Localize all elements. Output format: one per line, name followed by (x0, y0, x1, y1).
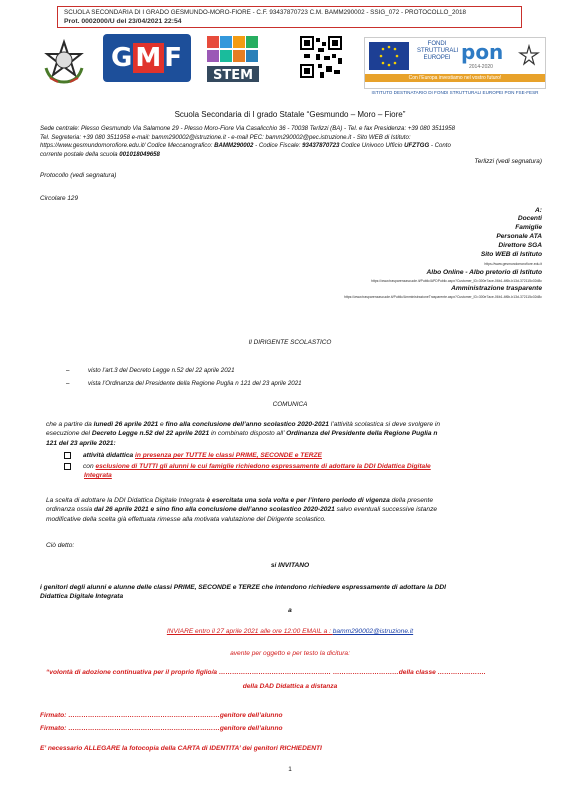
recipient-dsga: Direttore SGA (498, 242, 542, 249)
pon-years: 2014-2020 (469, 64, 493, 70)
bullet-2: con esclusione di TUTTI gli alunni le cui famiglie richiedono espressamente di adottare la DDI Didattica Digitale Integrata (64, 462, 534, 481)
gmf-letter-g: G (111, 43, 134, 73)
school-address (40, 125, 550, 159)
bullet-1: attività didattica in presenza per TUTTE le classi PRIME, SECONDE e TERZE (64, 451, 534, 460)
cio-detto: Ciò detto: (46, 542, 75, 549)
invitano-heading: si INVITANO (270, 562, 310, 569)
protocol-line: Protocollo (vedi segnatura) (40, 172, 117, 179)
paragraph-1: che a partire da lunedì 26 aprile 2021 e fino alla conclusione dell’anno scolastico 2020-2021 l’attività scolastica si deve svolgere in esecuzione del Decreto Legge n.52 del 22 aprile 2021 in combinato disposto all’ Ordinanza del Presidente della Regione Puglia n 121 del 23 aprile 2021: (46, 421, 440, 447)
circolare-number: Circolare 129 (40, 195, 79, 202)
visto-line-2: – vista l’Ordinanza del Presidente della Regione Puglia n 121 del 23 aprile 2021 (66, 380, 302, 387)
gmf-letter-f: F (164, 43, 183, 73)
address-line-3: https://www.gesmundomorofiore.edu.it/ Codice Meccanografico: BAMM290002 - Codice Fiscale: 93437870723 Codice Univoco Ufficio UFZTGG - Conto (40, 142, 451, 149)
inviare-line: INVIARE entro il 27 aprile 2021 alle ore 12:00 EMAIL a : bamm290002@istruzione.it (166, 628, 414, 635)
stamp-line-1: SCUOLA SECONDARIA DI I GRADO GESMUNDO-MORO-FIORE - C.F. 93437870723 C.M. BAMM290002 - SSIG_072 - PROTOCOLLO_2018 (64, 9, 466, 16)
recipient-albo: Albo Online - Albo pretorio di Istituto (426, 269, 542, 276)
stamp-line-2: Prot. 0002000/U del 23/04/2021 22:54 (64, 18, 182, 25)
pon-big-text: pon (461, 40, 504, 64)
albo-url[interactable]: https://www.trasparenzascuole.it/Public/APDPublic.aspx?Customer_ID=300e7ace-06b1-4f6b-b13d-372115c02d8c (371, 279, 542, 283)
firmato-line-1: Firmato: ……………………………………………………………genitore dell’alunno (40, 712, 283, 719)
checkbox-bullet-icon (64, 463, 71, 470)
address-line-4: corrente postale della scuola 001018049658 (40, 150, 160, 158)
volonta-line-2: della DAD Didattica a distanza (242, 683, 338, 690)
pon-bar (365, 74, 545, 82)
gmf-letter-m: M (135, 43, 163, 73)
allegare-line: E’ necessario ALLEGARE la fotocopia della CARTA di IDENTITA’ dei genitori RICHIEDENTI (40, 745, 322, 752)
italy-emblem-small-icon (517, 44, 541, 70)
stem-logo (205, 34, 261, 84)
paragraph-3: i genitori degli alunni e alunne delle classi PRIME, SECONDE e TERZE che intendono richiedere espressamente di adottare la DDI Didattica Digitale Integrata (40, 584, 446, 601)
qr-code-icon (300, 36, 342, 78)
recipient-amministrazione: Amministrazione trasparente (451, 285, 542, 292)
firmato-line-2: Firmato: ……………………………………………………………genitore dell’alunno (40, 725, 283, 732)
place-line: Terlizzi (vedi segnatura) (474, 158, 542, 165)
recipients-a: A: (535, 207, 542, 214)
sito-url[interactable]: https://www.gesmundomorofiore.edu.it (484, 262, 542, 266)
pon-logo (364, 37, 546, 89)
comunica-heading: COMUNICA (272, 401, 308, 408)
italy-emblem-icon (40, 38, 88, 84)
email-link[interactable]: bamm290002@istruzione.it (332, 628, 414, 635)
amministrazione-url[interactable]: https://www.trasparenzascuole.it/Public/AmministrazioneTrasparente.aspx?Customer_ID=300e7ace-06b1-4f6b-b13d-372115c02d8c (344, 295, 542, 299)
avente-line: avente per oggetto e per testo la dicitura: (230, 650, 350, 657)
recipient-sito: Sito WEB di Istituto (480, 251, 542, 258)
address-line-1: Sede centrale: Plesso Gesmundo Via Salamone 29 - Plesso Moro-Fiore Via Casalicchio 36 - 70038 Terlizzi (BA) - Tel. e fax Presidenza: +39 080 3511958 (40, 125, 455, 132)
dirigente-heading: Il DIRIGENTE SCOLASTICO (248, 339, 332, 346)
checkbox-bullet-icon (64, 452, 71, 459)
pon-caption: ISTITUTO DESTINATARIO DI FONDI STRUTTURALI EUROPEI PON FSE-FESR (371, 90, 539, 95)
visto-line-1: – visto l’art.3 del Decreto Legge n.52 del 22 aprile 2021 (66, 367, 235, 374)
eu-flag-icon (369, 42, 409, 70)
paragraph-2: La scelta di adottare la DDI Didattica Digitale Integrata è esercitata una sola volta e per l’intero periodo di vigenza della presente ordinanza ossia dal 26 aprile 2021 e sino fino alla conclusione dell’anno scolastico 2020-2021 salvo eventuali successive istanze modificative della scelta già effettuata rimesse alla motivata valutazione del Dirigente scolastico. (46, 497, 438, 523)
address-line-2: Tel. Segreteria: +39 080 3511958 e-mail: bamm290002@istruzione.it - e-mail PEC: bamm290002@pec.istruzione.it - Sito WEB di Istituto: (40, 133, 411, 141)
school-name: Scuola Secondaria di I grado Statale “Gesmundo – Moro – Fiore” (174, 110, 406, 119)
gmf-logo (103, 34, 191, 82)
a-line: a (288, 607, 292, 614)
page-number: 1 (288, 766, 292, 773)
protocol-stamp (57, 6, 522, 28)
stem-text: STEM (212, 68, 254, 83)
pon-bar-text: Con l'Europa investiamo nel vostro futuro! (408, 75, 502, 81)
recipient-ata: Personale ATA (496, 233, 542, 240)
volonta-line-1: “volontà di adozione continuativa per il proprio figlio/a …………………………………………… …………………………della classe …………………. (46, 669, 486, 676)
recipient-famiglie: Famiglie (515, 224, 542, 231)
recipient-docenti: Docenti (517, 215, 542, 222)
pon-fondi-text: FONDI STRUTTURALI EUROPEI (417, 41, 459, 61)
